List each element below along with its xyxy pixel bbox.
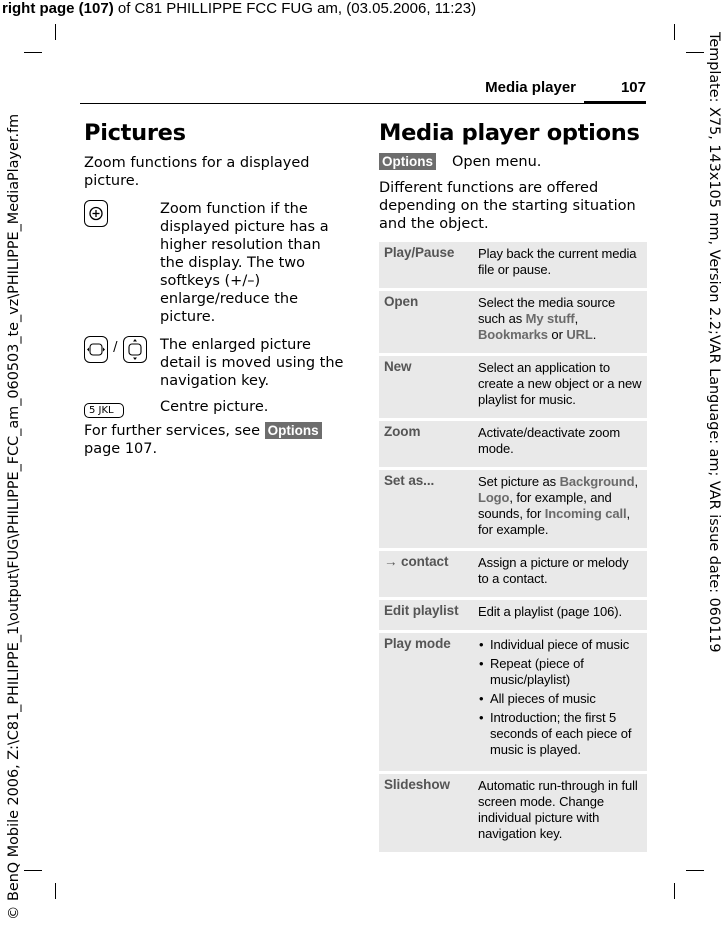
center-key-row bbox=[84, 398, 348, 416]
nav-key-description: The enlarged picture detail is moved using the navigation key. bbox=[160, 337, 344, 389]
further-suffix: page 107. bbox=[84, 441, 158, 457]
crop-mark bbox=[24, 870, 42, 871]
crop-mark bbox=[674, 883, 675, 899]
table-row bbox=[379, 551, 647, 597]
option-desc bbox=[473, 633, 647, 771]
pictures-intro: Zoom functions for a displayed picture. bbox=[84, 155, 310, 189]
option-key: Zoom bbox=[379, 421, 473, 467]
print-header-text: of C81 PHILLIPPE FCC FUG am, (03.05.2006, 11:23) bbox=[113, 0, 477, 17]
right-margin-text: Template: X75, 143x105 mm, Version 2.2;VAR Language: am; VAR issue date: 060119 bbox=[706, 32, 722, 653]
left-margin-text: © BenQ Mobile 2006, Z:\C81_PHILIPPE_1\output\FUG\PHILIPPE_FCC_am_060503_te_vz\PHILIPPE_MediaPlayer.fm bbox=[6, 113, 22, 920]
option-desc: Edit a playlist (page 106). bbox=[473, 600, 647, 630]
option-key: New bbox=[379, 356, 473, 418]
list-item: • All pieces of music bbox=[490, 691, 642, 707]
table-row bbox=[379, 600, 647, 630]
option-desc: Select an application to create a new object or a new playlist for music. bbox=[473, 356, 647, 418]
print-header-info bbox=[2, 0, 476, 17]
media-player-options-section bbox=[379, 118, 647, 855]
option-key: Slideshow bbox=[379, 774, 473, 852]
table-row bbox=[379, 291, 647, 353]
table-row bbox=[379, 470, 647, 548]
options-softkey-row bbox=[379, 153, 647, 171]
nav-up-down-key-icon bbox=[123, 336, 147, 363]
crop-mark bbox=[686, 870, 704, 871]
options-softkey-text: Open menu. bbox=[452, 154, 542, 170]
table-row bbox=[379, 774, 647, 852]
table-row bbox=[379, 633, 647, 771]
list-item: • Individual piece of music bbox=[490, 637, 642, 653]
table-row bbox=[379, 356, 647, 418]
list-item: • Repeat (piece of music/playlist) bbox=[490, 656, 642, 688]
play-mode-list bbox=[478, 637, 642, 758]
crop-mark bbox=[55, 883, 56, 899]
crop-mark bbox=[55, 24, 56, 40]
option-desc: Activate/deactivate zoom mode. bbox=[473, 421, 647, 467]
option-key: Play/Pause bbox=[379, 242, 473, 288]
nav-left-right-key-icon bbox=[84, 336, 108, 363]
pictures-section bbox=[84, 118, 348, 458]
option-desc: Automatic run-through in full screen mode. Change individual picture with navigation key. bbox=[473, 774, 647, 852]
options-heading: Media player options bbox=[379, 120, 640, 146]
page-number-rule bbox=[584, 101, 646, 104]
running-header bbox=[80, 77, 646, 104]
further-services bbox=[84, 422, 348, 458]
options-softkey: Options bbox=[379, 153, 436, 170]
center-key-description: Centre picture. bbox=[160, 399, 269, 415]
further-prefix: For further services, see bbox=[84, 423, 265, 439]
section-title: Media player bbox=[485, 79, 576, 96]
page-number: 107 bbox=[620, 79, 646, 96]
options-softkey-ref: Options bbox=[265, 422, 322, 439]
options-intro: Different functions are offered depending on the starting situation and the object. bbox=[379, 180, 636, 232]
zoom-key-row bbox=[84, 200, 348, 326]
crop-mark bbox=[686, 52, 704, 53]
list-item: • Introduction; the first 5 seconds of each piece of music is played. bbox=[490, 710, 642, 758]
print-header-bold: right page (107) bbox=[2, 0, 114, 17]
option-desc: Select the media source such as My stuff, Bookmarks or URL. bbox=[473, 291, 647, 353]
crop-mark bbox=[674, 24, 675, 40]
option-key: Set as... bbox=[379, 470, 473, 548]
option-key: → contact bbox=[379, 551, 473, 597]
key-5-icon: 5 JKL bbox=[84, 403, 124, 418]
table-row bbox=[379, 421, 647, 467]
option-desc: Assign a picture or melody to a contact. bbox=[473, 551, 647, 597]
table-row bbox=[379, 242, 647, 288]
crop-mark bbox=[24, 52, 42, 53]
option-key: Open bbox=[379, 291, 473, 353]
pictures-heading: Pictures bbox=[84, 120, 186, 146]
option-desc: Set picture as Background, Logo, for example, and sounds, for Incoming call, for example. bbox=[473, 470, 647, 548]
option-key: Play mode bbox=[379, 633, 473, 771]
zoom-key-icon bbox=[84, 200, 108, 227]
key-separator: / bbox=[113, 340, 118, 355]
option-key: Edit playlist bbox=[379, 600, 473, 630]
options-table bbox=[379, 239, 647, 855]
option-desc: Play back the current media file or pause. bbox=[473, 242, 647, 288]
nav-key-row bbox=[84, 336, 348, 390]
zoom-key-description: Zoom function if the displayed picture has a higher resolution than the display. The two softkeys (+/–) enlarge/reduce the picture. bbox=[160, 201, 329, 325]
